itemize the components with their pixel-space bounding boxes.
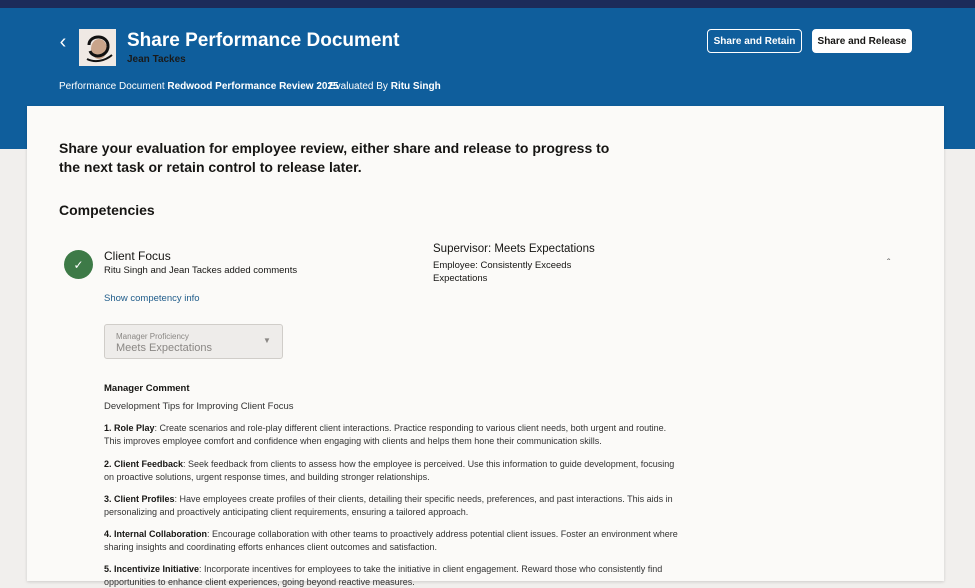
competency-name: Client Focus — [104, 249, 171, 263]
performance-document-value: Redwood Performance Review 2025 — [167, 81, 339, 92]
tip-title: 1. Role Play — [104, 423, 155, 433]
main-panel — [27, 106, 944, 587]
share-and-release-button[interactable]: Share and Release — [812, 29, 912, 53]
show-competency-info-link[interactable]: Show competency info — [104, 293, 200, 304]
performance-document-info — [59, 81, 339, 92]
performance-document-label: Performance Document — [59, 81, 165, 92]
collapse-button[interactable] — [887, 258, 890, 269]
tip-text: : Seek feedback from clients to assess how the employee is perceived. Use this information to guide development, focusing on proactive solutions, urgent response times, and building stronger relationships. — [104, 459, 675, 482]
employee-rating: Employee: Consistently Exceeds Expectations — [433, 260, 572, 284]
avatar — [79, 29, 116, 66]
intro-text: Share your evaluation for employee review, either share and release to progress to the next task or retain control to release later. — [59, 140, 610, 175]
tip-text: : Encourage collaboration with other teams to proactively address potential client issues. Foster an environment where sharing insights and coordinating efforts enhances client outcomes and satisfaction. — [104, 529, 678, 552]
tip-item — [104, 563, 679, 588]
caret-down-icon: ▼ — [263, 336, 271, 345]
manager-proficiency-value: Meets Expectations — [116, 342, 212, 354]
chevron-left-icon: ‹ — [59, 31, 67, 53]
avatar-image — [79, 29, 116, 66]
tip-item — [104, 458, 679, 483]
tip-title: 5. Incentivize Initiative — [104, 564, 200, 574]
top-strip — [0, 0, 975, 8]
check-icon: ✓ — [64, 250, 93, 279]
tip-text: : Create scenarios and role-play different client interactions. Practice responding to various client needs, both urgent and routine. This improves employee comfort and confidence when engaging with clients and helps them hone their communication skills. — [104, 423, 667, 446]
manager-proficiency-select[interactable] — [104, 324, 283, 359]
supervisor-rating: Supervisor: Meets Expectations — [433, 243, 595, 255]
tip-text: : Incorporate incentives for employees to take the initiative in client engagement. Reward those who consistently find opportunities to enhance client experiences, going beyond reactive measures. — [104, 564, 663, 587]
employee-name: Jean Tackes — [127, 54, 186, 65]
tip-item — [104, 422, 679, 447]
evaluated-by-label: Evaluated By — [329, 81, 388, 92]
page-title: Share Performance Document — [127, 30, 400, 51]
tip-item — [104, 528, 679, 553]
back-button[interactable] — [55, 31, 71, 53]
tip-text: : Have employees create profiles of their clients, detailing their specific needs, preferences, and past interactions. This aids in personalizing and proactively anticipating client requirements, ensuring a tailored approach. — [104, 494, 673, 517]
evaluated-by-info — [329, 81, 441, 92]
evaluated-by-value: Ritu Singh — [390, 81, 441, 92]
section-title: Competencies — [59, 202, 155, 218]
tip-title: 2. Client Feedback — [104, 459, 184, 469]
manager-comment-title: Manager Comment — [104, 383, 190, 394]
competency-comments: Ritu Singh and Jean Tackes added comments — [104, 265, 298, 276]
tip-title: 4. Internal Collaboration — [104, 529, 208, 539]
chevron-up-icon: ˆ — [887, 258, 891, 269]
share-and-retain-button[interactable]: Share and Retain — [707, 29, 802, 53]
manager-proficiency-label: Manager Proficiency — [116, 332, 189, 341]
tip-item — [104, 493, 679, 518]
manager-comment-intro: Development Tips for Improving Client Focus — [104, 401, 294, 412]
tip-title: 3. Client Profiles — [104, 494, 175, 504]
